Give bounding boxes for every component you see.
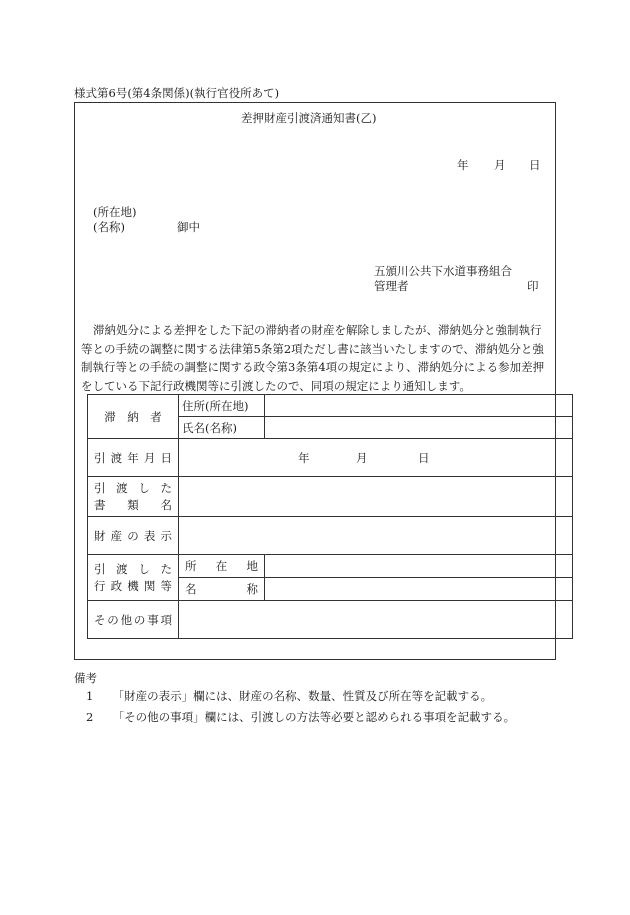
agency-location-value <box>265 555 573 578</box>
property-label: 財産の表示 <box>88 517 179 555</box>
delivery-date-day: 日 <box>418 451 430 465</box>
delinquent-label: 滞 納 者 <box>88 395 179 439</box>
address-value <box>265 395 573 417</box>
addressee-honorific: 御中 <box>177 220 200 234</box>
delivery-date-value <box>179 439 573 477</box>
notes-list <box>86 688 515 730</box>
delivery-date-label: 引渡年月日 <box>88 439 179 477</box>
info-table <box>87 394 573 639</box>
delivery-date-year: 年 <box>298 451 310 465</box>
addressee-location-label: (所在地) <box>93 205 137 219</box>
date-day: 日 <box>529 158 541 172</box>
sender-seal: 印 <box>527 279 539 293</box>
sender-organization: 五頒川公共下水道事務組合 <box>374 264 512 278</box>
note-text: 「その他の事項」欄には、引渡しの方法等必要と認められる事項を記載する。 <box>112 710 516 724</box>
delivery-date-month: 月 <box>356 451 368 465</box>
document-names-label-line2: 書 類 名 <box>94 497 172 512</box>
note-number: 1 <box>86 689 94 703</box>
other-matters-label: その他の事項 <box>88 601 179 639</box>
agency-label <box>88 555 179 601</box>
address-label: 住所(所在地) <box>179 395 265 417</box>
agency-label-line1: 引渡した <box>94 561 172 576</box>
document-names-label <box>88 477 179 517</box>
note-item <box>86 709 515 725</box>
agency-name-value <box>265 578 573 601</box>
document-title: 差押財産引渡済通知書(乙) <box>241 111 377 125</box>
form-label: 様式第6号(第4条関係)(執行官役所あて) <box>74 86 280 100</box>
agency-label-line2: 行政機関等 <box>94 578 172 593</box>
agency-name-label: 名 称 <box>179 578 265 601</box>
addressee-name-label: (名称) <box>93 220 125 234</box>
date-year: 年 <box>457 158 469 172</box>
name-label: 氏名(名称) <box>179 417 265 439</box>
note-text: 「財産の表示」欄には、財産の名称、数量、性質及び所在等を記載する。 <box>112 689 493 703</box>
note-number: 2 <box>86 710 94 724</box>
notice-body-text: 滞納処分による差押をした下記の滞納者の財産を解除しましたが、滞納処分と強制執行等との手続の調整に関する法律第5条第2項ただし書に該当いたしますので、滞納処分と強制執行等との手続の調整に関する政令第3条第4項の規定により、滞納処分による参加差押をしている下記行政機関等に引渡したので、同項の規定により通知します。 <box>81 323 545 393</box>
property-value <box>179 517 573 555</box>
name-value <box>265 417 573 439</box>
document-names-value <box>179 477 573 517</box>
agency-location-label: 所 在 地 <box>179 555 265 578</box>
notes-heading: 備考 <box>74 671 97 685</box>
document-names-label-line1: 引渡した <box>94 480 172 495</box>
note-item <box>86 688 515 704</box>
date-month: 月 <box>494 158 506 172</box>
sender-manager: 管理者 <box>374 279 409 293</box>
other-matters-value <box>179 601 573 639</box>
